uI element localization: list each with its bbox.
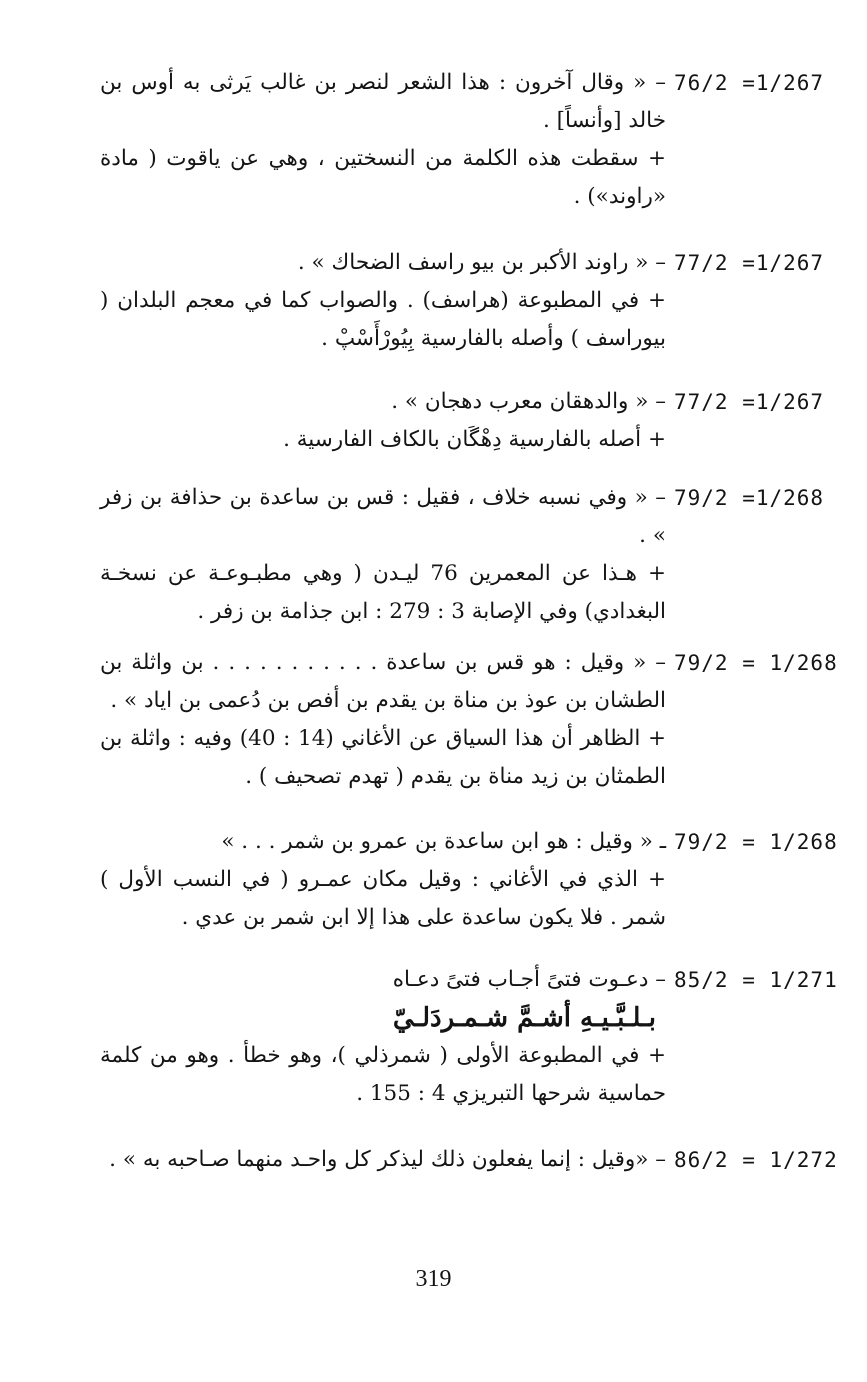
entry-body <box>100 823 666 937</box>
entry-quote: – «وقيل : إنما يفعلون ذلك ليذكر كل واحـد منهما صـاحبه به » . <box>109 1147 666 1172</box>
entry-body <box>100 644 666 796</box>
entry-quote: – « وفي نسبه خلاف ، فقيل : قس بن ساعدة بن حذافة بن زفر » . <box>100 485 666 548</box>
entry-note: + أصله بالفارسية دِهْگَان بالكاف الفارسية . <box>283 427 666 452</box>
entry-quote: – « وقيل : هو قس بن ساعدة . . . . . . . . . . . بن واثلة بن الطشان بن عوذ بن مناة بن يقدم بن أفص بن دُعمى بن اياد » . <box>100 650 666 713</box>
entry-note: + الذي في الأغاني : وقيل مكان عمـرو ( في النسب الأول ) شمر . فلا يكون ساعدة على هذا إلا ابن شمر بن عدي . <box>100 867 666 930</box>
entry-reference: 79/2 = 1/268 <box>674 651 838 675</box>
entry-quote: – « والدهقان معرب دهجان » . <box>391 389 666 414</box>
entry-reference: 77/2 =1/267 <box>674 251 825 275</box>
entry-quote: ـ « وقيل : هو ابن ساعدة بن عمرو بن شمر . . . » <box>221 829 666 854</box>
entry-reference: 76/2 =1/267 <box>674 71 825 95</box>
entry-body <box>100 64 666 216</box>
entry-quote: – « راوند الأكبر بن بيو راسف الضحاك » . <box>297 250 666 275</box>
entry-reference: 77/2 =1/267 <box>674 390 825 414</box>
entry-body <box>100 1141 666 1179</box>
entry-quote: – « وقال آخرون : هذا الشعر لنصر بن غالب يَرثى به أوس بن خالد [وأنساً] . <box>100 70 666 133</box>
entry-body <box>100 479 666 631</box>
entry-note: + الظاهر أن هذا السياق عن الأغاني (14 : 40) وفيه : واثلة بن الطمثان بن زيد مناة بن يقدم ( تهدم تصحيف ) . <box>100 726 666 789</box>
entry-body <box>100 383 666 459</box>
entry-body <box>100 244 666 358</box>
entry-reference: 85/2 = 1/271 <box>674 968 838 992</box>
page-number: 319 <box>415 1266 452 1292</box>
entry-note: + في المطبوعة الأولى ( شمرذلي )، وهو خطأ . وهو من كلمة حماسية شرحها التبريزي 4 : 155 . <box>100 1043 666 1106</box>
poem-verse: بـلـبَّـيـهِ أشـمَّ شـمـردَلـيّ <box>392 1003 656 1033</box>
entry-note: + هـذا عن المعمرين 76 ليـدن ( وهي مطبـوعـة عن نسخـة البغدادي) وفي الإصابة 3 : 279 : ابن جذامة بن زفر . <box>100 561 666 624</box>
entry-note: + سقطت هذه الكلمة من النسختين ، وهي عن ياقوت ( مادة «راوند») . <box>100 146 666 209</box>
entry-body <box>100 961 666 1113</box>
entry-reference: 79/2 =1/268 <box>674 486 825 510</box>
entry-reference: 86/2 = 1/272 <box>674 1148 838 1172</box>
entry-quote: – دعـوت فتىً أجـاب فتىً دعـاه <box>392 967 666 992</box>
entry-note: + في المطبوعة (هراسف) . والصواب كما في معجم البلدان ( بيوراسف ) وأصله بالفارسية بِيُورْأَسْپْ . <box>100 288 666 351</box>
entry-reference: 79/2 = 1/268 <box>674 830 838 854</box>
